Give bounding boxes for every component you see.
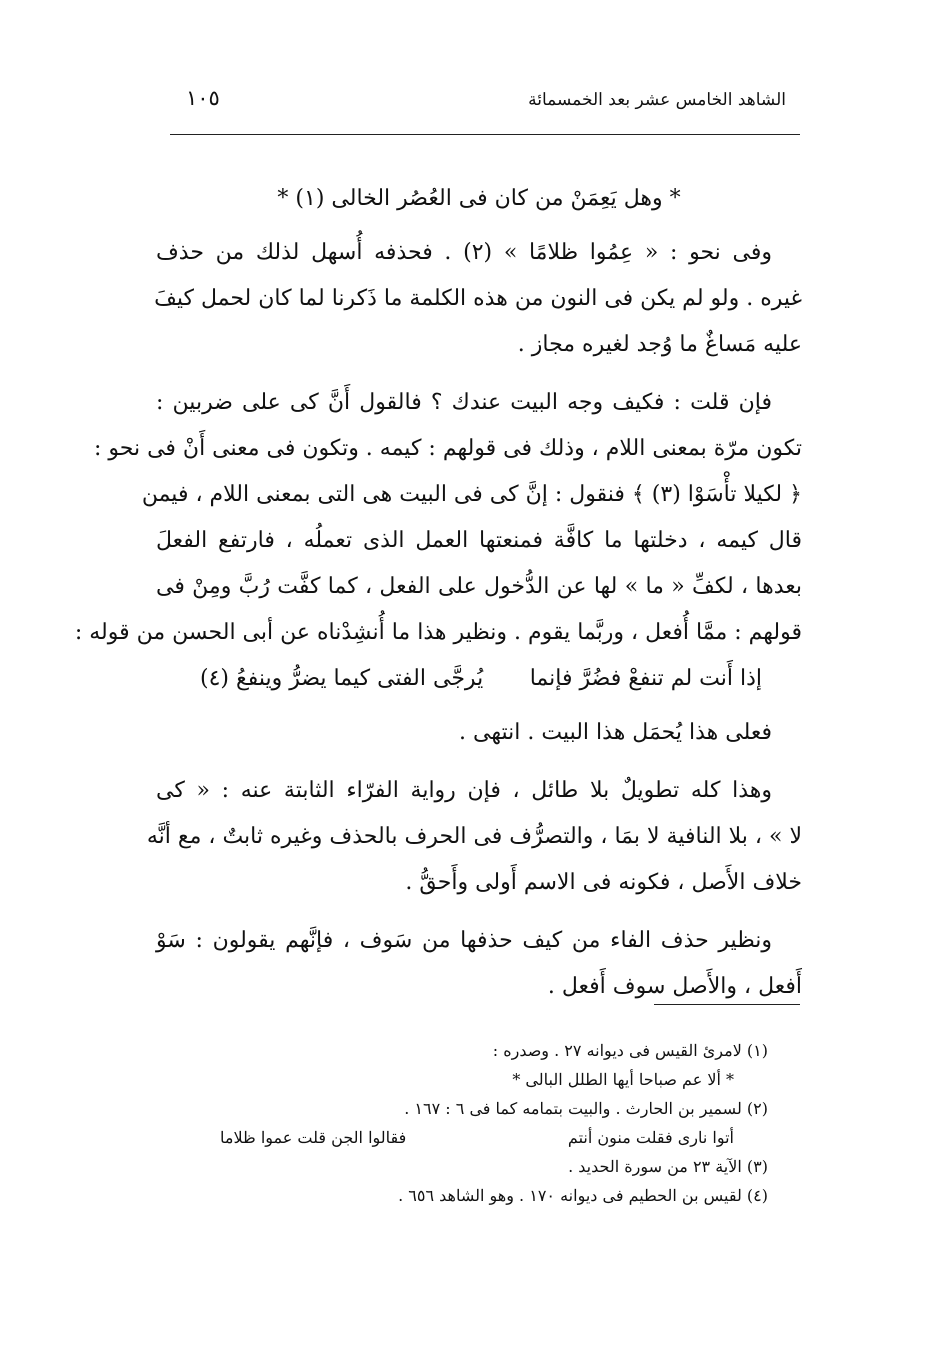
footnotes <box>220 1036 768 1210</box>
main-text <box>74 176 802 1010</box>
footnote-3: (٣) الآية ٢٣ من سورة الحديد . <box>568 1157 768 1176</box>
spacer <box>156 906 802 918</box>
footnote-2-verse-second: فقالوا الجن قلت عموا ظلاما <box>220 1128 407 1147</box>
running-title: الشاهد الخامس عشر بعد الخمسمائة <box>528 90 786 110</box>
verse-second-hemistich: يُرجَّى الفتى كيما يضرُّ وينفعُ (٤) <box>200 666 484 691</box>
paragraph-3-line-2: لا » ، بلا النافية لا بمَا ، والتصرُّف فى الحرف بالحذف وغيره ثابتٌ ، مع أنَّه <box>146 824 802 849</box>
after-verse-line: فعلى هذا يُحمَل هذا البيت . انتهى . <box>459 720 772 745</box>
page-number: ١٠٥ <box>186 86 220 110</box>
paragraph-2-line-1: فإن قلت : فكيف وجه البيت عندك ؟ فالقول أَنَّ كى على ضربين : <box>156 390 772 415</box>
footnote-4: (٤) لقيس بن الحطيم فى ديوانه ١٧٠ . وهو الشاهد ٦٥٦ . <box>398 1186 768 1205</box>
spacer <box>156 756 802 768</box>
spacer <box>156 368 802 380</box>
footnote-1-verse: * ألا عم صباحا أيها الطلل البالى * <box>512 1070 734 1089</box>
footnote-2: (٢) لسمير بن الحارث . والبيت بتمامه كما فى ٦ : ١٦٧ . <box>404 1099 768 1118</box>
paragraph-1-line-1: وفى نحو : « عِمُوا ظلامًا » (٢) . فحذفه أُسهل لذلك من حذف <box>156 240 772 265</box>
poem-verse <box>156 656 802 702</box>
spacer <box>156 222 802 230</box>
footnote-2-verse-first: أتوا نارى فقلت منون أنتم <box>567 1128 734 1147</box>
running-head <box>168 84 800 120</box>
paragraph-2-line-2: تكون مرّة بمعنى اللام ، وذلك فى قولهم : كيمه . وتكون فى معنى أَنْ فى نحو : <box>93 436 802 461</box>
header-rule <box>170 134 800 135</box>
paragraph-1-line-3: عليه مَساغٌ ما وُجد لغيره مجاز . <box>517 332 802 357</box>
paragraph-2-line-3: ﴿ لكيلا تأْسَوْا (٣) ﴾ فنقول : إنَّ كى فى البيت هى التى بمعنى اللام ، فيمن <box>141 482 802 507</box>
paragraph-2-line-5: بعدها ، لكفِّ « ما » لها عن الدُّخول على الفعل ، كما كفَّت رُبَّ ومِنْ فى <box>156 574 802 599</box>
paragraph-4-line-2: أَفعل ، والأَصل سوف أَفعل . <box>547 974 802 999</box>
paragraph-3-line-1: وهذا كله تطويلٌ بلا طائل ، فإن رواية الفرّاء الثابتة عنه : « كى <box>156 778 772 803</box>
paragraph-2-line-4: قال كيمه ، دخلتها ما كافَّة فمنعتها العمل الذى تعملُه ، فارتفع الفعلَ <box>156 528 802 553</box>
spacer <box>156 702 802 710</box>
paragraph-3-line-3: خلاف الأَصل ، فكونه فى الاسم أَولى وأَحقُّ . <box>405 870 802 895</box>
paragraph-2-line-6: قولهم : ممَّا أُفعل ، وربَّما يقوم . ونظير هذا ما أُنشِدْناه عن أبى الحسن من قوله : <box>74 620 802 645</box>
quoted-verse-line: * وهل يَعِمَنْ من كان فى العُصُر الخالى (١) * <box>277 186 681 211</box>
footnote-rule <box>654 1004 800 1005</box>
footnote-1: (١) لامرئ القيس فى ديوانه ٢٧ . وصدره : <box>492 1041 768 1060</box>
verse-first-hemistich: إذا أَنت لم تنفعْ فضُرَّ فإنما <box>529 666 762 691</box>
footnote-2-verse <box>220 1123 768 1152</box>
paragraph-1-line-2: غيره . ولو لم يكن فى النون من هذه الكلمة ما ذَكرنا لما كان لحمل كيفَ <box>154 286 802 311</box>
paragraph-4-line-1: ونظير حذف الفاء من كيف حذفها من سَوف ، فإنَّهم يقولون : سَوْ <box>156 928 772 953</box>
